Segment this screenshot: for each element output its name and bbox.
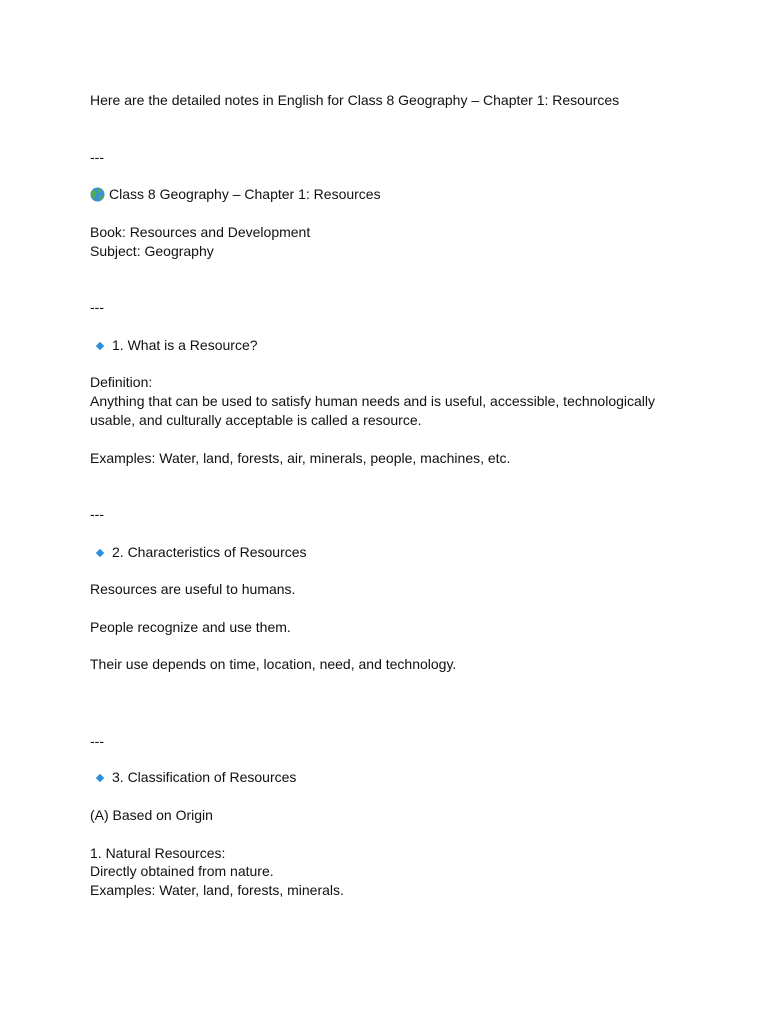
section-heading-1	[90, 336, 258, 355]
book-line: Book: Resources and Development	[90, 224, 311, 240]
natural-resources-examples: Examples: Water, land, forests, minerals.	[90, 882, 344, 898]
characteristic-item: Their use depends on time, location, need, and technology.	[90, 656, 457, 672]
subject-line: Subject: Geography	[90, 243, 214, 259]
globe-icon	[90, 187, 105, 202]
characteristic-item: Resources are useful to humans.	[90, 581, 296, 597]
section-heading-3	[90, 768, 296, 787]
definition-label: Definition:	[90, 374, 153, 390]
definition-text: usable, and culturally acceptable is called a resource.	[90, 412, 422, 428]
section-heading-2	[90, 543, 307, 562]
blue-diamond-bullet-icon	[96, 773, 104, 781]
natural-resources-description: Directly obtained from nature.	[90, 863, 274, 879]
separator: ---	[90, 149, 104, 165]
section-heading-text: 3. Classification of Resources	[112, 769, 297, 785]
separator: ---	[90, 733, 104, 749]
document-title	[90, 185, 381, 204]
natural-resources-label: 1. Natural Resources:	[90, 845, 226, 861]
subsection-heading: (A) Based on Origin	[90, 807, 213, 823]
separator: ---	[90, 506, 104, 522]
definition-text: Anything that can be used to satisfy human needs and is useful, accessible, technologically	[90, 393, 656, 409]
intro-text: Here are the detailed notes in English for Class 8 Geography – Chapter 1: Resources	[90, 92, 620, 108]
blue-diamond-bullet-icon	[96, 548, 104, 556]
separator: ---	[90, 299, 104, 315]
section-heading-text: 2. Characteristics of Resources	[112, 544, 307, 560]
blue-diamond-bullet-icon	[96, 341, 104, 349]
section-heading-text: 1. What is a Resource?	[112, 337, 258, 353]
document-title-text: Class 8 Geography – Chapter 1: Resources	[109, 186, 381, 202]
characteristic-item: People recognize and use them.	[90, 619, 291, 635]
examples-text: Examples: Water, land, forests, air, minerals, people, machines, etc.	[90, 450, 511, 466]
